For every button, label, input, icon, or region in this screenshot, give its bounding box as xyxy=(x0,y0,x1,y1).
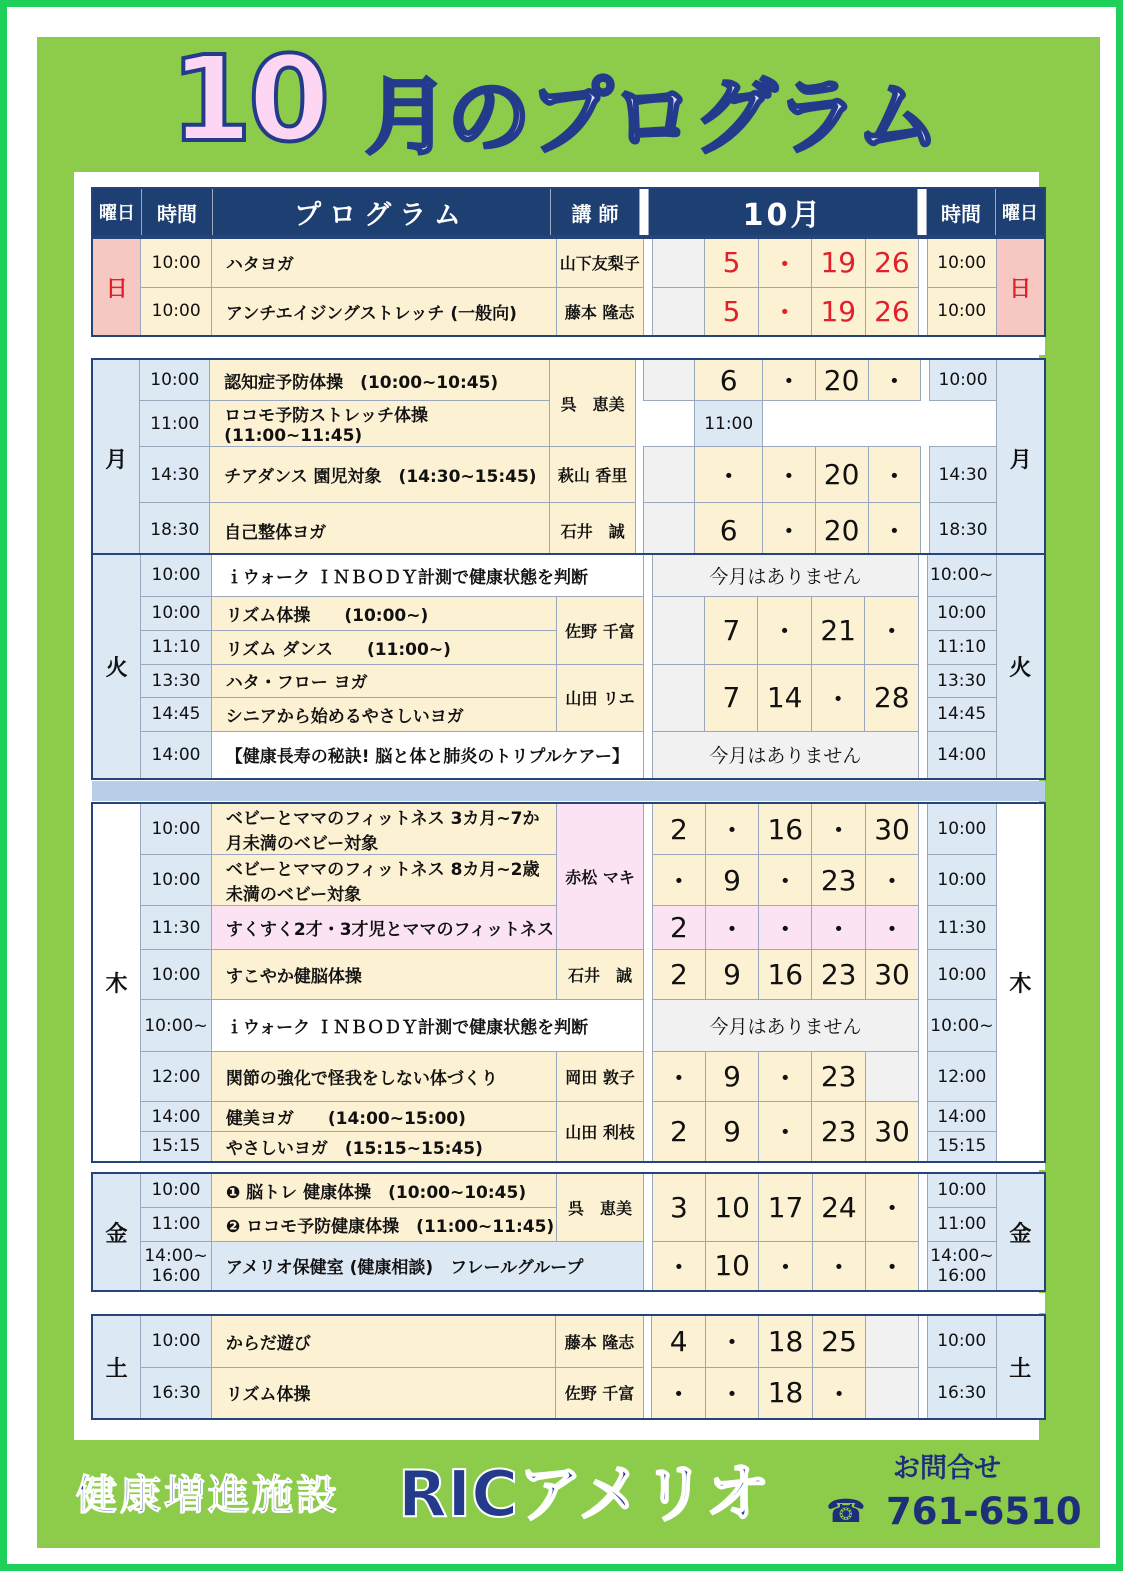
schedule-row xyxy=(92,731,1045,779)
column-gap xyxy=(919,1173,928,1207)
date-cell: ・ xyxy=(759,855,812,906)
day-label-right: 火 xyxy=(996,554,1045,779)
date-cell: 19 xyxy=(812,287,866,336)
date-cell: 4 xyxy=(652,1315,705,1367)
column-gap xyxy=(919,287,928,336)
column-gap xyxy=(919,1367,928,1419)
date-cell: ・ xyxy=(865,906,918,950)
column-gap xyxy=(918,664,927,697)
time-cell-right: 14:00 xyxy=(927,731,996,779)
date-cell xyxy=(652,664,705,731)
date-cell: 14 xyxy=(758,664,812,731)
column-gap xyxy=(643,664,652,697)
program-name: ハタ・フロー ヨガ xyxy=(211,664,556,697)
day-group-sat xyxy=(91,1314,1046,1420)
date-cell: ・ xyxy=(866,1241,919,1291)
column-gap xyxy=(919,803,928,855)
program-name: ロコモ予防ストレッチ体操 (11:00~11:45) xyxy=(210,401,550,447)
time-cell-right: 14:45 xyxy=(927,697,996,731)
program-name: ❷ ロコモ予防健康体操 (11:00~11:45) xyxy=(211,1207,556,1241)
day-group-mon xyxy=(91,358,1046,560)
teacher-name: 佐野 千富 xyxy=(556,1367,643,1419)
column-gap xyxy=(643,630,652,664)
time-cell: 14:00~ 16:00 xyxy=(141,1241,212,1291)
teacher-name: 藤本 隆志 xyxy=(556,287,643,336)
date-cell: ・ xyxy=(868,447,921,503)
time-cell: 10:00 xyxy=(141,1315,212,1367)
program-name: アンチエイジングストレッチ (一般向) xyxy=(211,287,556,336)
program-name: アメリオ保健室 (健康相談) フレールグループ xyxy=(211,1241,643,1291)
teacher-name: 藤本 隆志 xyxy=(556,1315,643,1367)
column-gap xyxy=(643,287,652,336)
date-cell: ・ xyxy=(652,855,705,906)
day-group-fri xyxy=(91,1172,1046,1292)
date-cell: ・ xyxy=(705,1315,758,1367)
column-gap xyxy=(921,359,930,401)
schedule-row xyxy=(92,950,1045,1000)
schedule-row xyxy=(92,359,1045,401)
teacher-name: 呉 恵美 xyxy=(550,359,636,447)
program-name: ｉウォーク ＩＮＢＯＤＹ計測で健康状態を判断 xyxy=(211,554,643,596)
program-name: シニアから始めるやさしいヨガ xyxy=(211,697,556,731)
date-cell: 19 xyxy=(812,238,866,287)
column-gap xyxy=(919,1052,928,1102)
date-cell: 18 xyxy=(759,1367,813,1419)
date-cell: ・ xyxy=(866,1173,919,1241)
date-cell: 5 xyxy=(705,238,758,287)
time-cell: 14:00 xyxy=(141,1102,212,1132)
date-cell: 23 xyxy=(812,1102,865,1162)
date-cell: 9 xyxy=(705,950,758,1000)
schedule-row xyxy=(92,287,1045,336)
date-cell: 9 xyxy=(705,1052,758,1102)
day-label: 日 xyxy=(92,238,141,336)
column-gap xyxy=(635,401,644,447)
date-cell: 30 xyxy=(865,1102,918,1162)
time-cell: 10:00~ xyxy=(141,1000,212,1052)
teacher-name: 山田 リエ xyxy=(556,664,643,731)
date-cell: ・ xyxy=(759,1241,812,1291)
section-divider xyxy=(92,781,1045,801)
date-cell: ・ xyxy=(759,1102,812,1162)
date-cell: 2 xyxy=(652,906,705,950)
column-gap xyxy=(919,1132,928,1162)
time-cell: 11:10 xyxy=(141,630,211,664)
time-cell: 10:00 xyxy=(141,596,211,630)
time-cell: 14:00 xyxy=(141,731,211,779)
date-cell: 18 xyxy=(759,1315,813,1367)
program-name: 認知症予防体操 (10:00~10:45) xyxy=(210,359,550,401)
header-gap xyxy=(918,188,927,236)
date-cell: 26 xyxy=(865,238,919,287)
date-cell xyxy=(644,359,695,401)
schedule-row xyxy=(92,1052,1045,1102)
phone-icon: ☎ xyxy=(826,1492,866,1530)
date-cell: ・ xyxy=(758,287,811,336)
time-cell-right: 10:00 xyxy=(927,803,996,855)
date-cell: 7 xyxy=(705,664,758,731)
column-gap xyxy=(644,1132,653,1162)
teacher-name: 石井 誠 xyxy=(557,950,644,1000)
column-gap xyxy=(644,1102,653,1132)
column-gap xyxy=(643,554,652,596)
title-number: 10 xyxy=(170,30,327,168)
day-label: 土 xyxy=(92,1315,141,1419)
program-name: 自己整体ヨガ xyxy=(210,503,550,559)
schedule-row xyxy=(92,1102,1045,1132)
date-cell xyxy=(866,1315,919,1367)
date-cell: ・ xyxy=(865,855,918,906)
date-cell xyxy=(866,1367,919,1419)
time-cell-right: 11:10 xyxy=(927,630,996,664)
column-gap xyxy=(918,630,927,664)
time-cell: 10:00 xyxy=(141,554,211,596)
schedule-row xyxy=(92,1315,1045,1367)
title-text: 月のプログラム xyxy=(365,68,939,166)
schedule-row xyxy=(92,803,1045,855)
time-cell-right: 10:00 xyxy=(929,359,997,401)
schedule-row xyxy=(92,447,1045,503)
date-cell: ・ xyxy=(652,1367,705,1419)
not-scheduled-note: 今月はありません xyxy=(652,731,918,779)
date-cell: 30 xyxy=(865,803,918,855)
program-name: 健美ヨガ (14:00~15:00) xyxy=(211,1102,556,1132)
time-cell: 13:30 xyxy=(141,664,211,697)
column-gap xyxy=(644,855,653,906)
time-cell: 14:30 xyxy=(140,447,210,503)
header-gap xyxy=(640,188,649,236)
time-cell-right: 15:15 xyxy=(927,1132,996,1162)
page-title xyxy=(160,30,970,173)
column-gap xyxy=(919,1102,928,1132)
program-name: チアダンス 園児対象 (14:30~15:45) xyxy=(210,447,550,503)
date-cell: 10 xyxy=(705,1241,758,1291)
not-scheduled-note: 今月はありません xyxy=(652,1000,918,1052)
date-cell: ・ xyxy=(812,906,865,950)
day-label-right: 金 xyxy=(996,1173,1045,1291)
time-cell-right: 10:00 xyxy=(927,855,996,906)
day-group-sun xyxy=(91,237,1046,337)
schedule-row xyxy=(92,1241,1045,1291)
schedule-row xyxy=(92,1000,1045,1052)
program-name: リズム ダンス (11:00~) xyxy=(211,630,556,664)
teacher-name: 萩山 香里 xyxy=(550,447,636,503)
column-gap xyxy=(635,359,644,401)
column-gap xyxy=(919,950,928,1000)
date-cell xyxy=(644,503,695,559)
day-label-right: 日 xyxy=(996,238,1045,336)
date-cell: ・ xyxy=(865,596,919,664)
date-cell: 23 xyxy=(812,950,865,1000)
date-cell: ・ xyxy=(763,359,816,401)
teacher-name: 赤松 マキ xyxy=(557,803,644,950)
time-cell-right: 11:30 xyxy=(927,906,996,950)
date-cell: ・ xyxy=(759,906,812,950)
program-name: 関節の強化で怪我をしない体づくり xyxy=(211,1052,556,1102)
header-time-right: 時間 xyxy=(927,188,996,236)
day-label: 月 xyxy=(92,359,140,559)
column-gap xyxy=(644,950,653,1000)
date-cell xyxy=(652,238,705,287)
section-divider xyxy=(92,335,1045,355)
column-gap xyxy=(921,503,930,559)
column-gap xyxy=(635,503,644,559)
day-label: 金 xyxy=(92,1173,141,1291)
time-cell: 16:30 xyxy=(141,1367,212,1419)
date-cell: 16 xyxy=(759,803,812,855)
date-cell xyxy=(652,287,705,336)
time-cell: 14:45 xyxy=(141,697,211,731)
day-label: 木 xyxy=(92,803,141,1162)
time-cell: 18:30 xyxy=(140,503,210,559)
date-cell: 10 xyxy=(705,1173,758,1241)
time-cell: 12:00 xyxy=(141,1052,212,1102)
time-cell: 11:00 xyxy=(141,1207,212,1241)
day-group-thu xyxy=(91,802,1046,1163)
program-name: リズム体操 xyxy=(211,1367,555,1419)
date-cell: 5 xyxy=(705,287,758,336)
date-cell: ・ xyxy=(868,359,921,401)
time-cell-right: 10:00~ xyxy=(927,554,996,596)
header-time: 時間 xyxy=(142,188,213,236)
header-day-right: 曜日 xyxy=(996,188,1046,236)
teacher-name: 山下友梨子 xyxy=(556,238,643,287)
time-cell: 10:00 xyxy=(140,359,210,401)
date-cell: ・ xyxy=(705,803,758,855)
date-cell: 7 xyxy=(705,596,758,664)
schedule-row xyxy=(92,238,1045,287)
time-cell: 11:00 xyxy=(140,401,210,447)
program-name: やさしいヨガ (15:15~15:45) xyxy=(211,1132,556,1162)
facility-label: 健康増進施設 xyxy=(76,1471,340,1519)
column-gap xyxy=(644,1241,653,1291)
brand-name: RICアメリオ xyxy=(398,1458,770,1532)
date-cell: 28 xyxy=(865,664,919,731)
date-cell: 26 xyxy=(865,287,919,336)
column-gap xyxy=(644,1207,653,1241)
program-name: からだ遊び xyxy=(211,1315,555,1367)
date-cell: ・ xyxy=(652,1241,705,1291)
date-cell: 3 xyxy=(652,1173,705,1241)
time-cell: 10:00 xyxy=(141,287,212,336)
schedule-row xyxy=(92,596,1045,630)
date-cell: ・ xyxy=(868,503,921,559)
time-cell-right: 10:00 xyxy=(927,238,996,287)
time-cell-right: 16:30 xyxy=(927,1367,996,1419)
date-cell: 20 xyxy=(815,503,868,559)
date-cell: 6 xyxy=(695,359,763,401)
date-cell: 20 xyxy=(815,447,868,503)
column-gap xyxy=(919,1241,928,1291)
column-gap xyxy=(643,238,652,287)
teacher-name: 山田 利枝 xyxy=(557,1102,644,1162)
date-cell: ・ xyxy=(705,906,758,950)
date-cell: ・ xyxy=(812,1241,865,1291)
time-cell-right: 10:00 xyxy=(927,1173,996,1207)
schedule-header xyxy=(91,187,1046,237)
day-label-right: 月 xyxy=(997,359,1045,559)
header-program: プログラム xyxy=(213,188,551,236)
column-gap xyxy=(918,596,927,630)
date-cell: 16 xyxy=(759,950,812,1000)
date-cell: ・ xyxy=(652,1052,705,1102)
column-gap xyxy=(918,731,927,779)
column-gap xyxy=(635,447,644,503)
column-gap xyxy=(644,1173,653,1207)
teacher-name: 佐野 千富 xyxy=(556,596,643,664)
column-gap xyxy=(919,1207,928,1241)
column-gap xyxy=(919,1315,928,1367)
time-cell-right: 11:00 xyxy=(695,401,763,447)
date-cell: 2 xyxy=(652,950,705,1000)
column-gap xyxy=(918,554,927,596)
date-cell: 2 xyxy=(652,1102,705,1162)
time-cell-right: 12:00 xyxy=(927,1052,996,1102)
time-cell: 10:00 xyxy=(141,803,212,855)
not-scheduled-note: 今月はありません xyxy=(652,554,918,596)
column-gap xyxy=(644,1052,653,1102)
column-gap xyxy=(918,697,927,731)
section-divider xyxy=(92,1293,1045,1313)
column-gap xyxy=(643,596,652,630)
program-name: 【健康長寿の秘訣! 脳と体と肺炎のトリプルケアー】 xyxy=(211,731,643,779)
teacher-name: 岡田 敦子 xyxy=(557,1052,644,1102)
time-cell-right: 10:00 xyxy=(927,950,996,1000)
header-month: 10月 xyxy=(649,188,918,236)
program-name: ベビーとママのフィットネス 3カ月~7か月未満のベビー対象 xyxy=(211,803,556,855)
day-label: 火 xyxy=(92,554,141,779)
column-gap xyxy=(644,906,653,950)
column-gap xyxy=(643,1367,652,1419)
date-cell: 30 xyxy=(865,950,918,1000)
date-cell: ・ xyxy=(811,664,865,731)
column-gap xyxy=(919,1000,928,1052)
contact-label: お問合せ xyxy=(893,1453,1001,1484)
date-cell: ・ xyxy=(759,1052,812,1102)
time-cell-right: 18:30 xyxy=(929,503,997,559)
time-cell: 10:00 xyxy=(141,950,212,1000)
date-cell xyxy=(644,447,695,503)
date-cell: 17 xyxy=(759,1173,812,1241)
time-cell-right: 14:30 xyxy=(929,447,997,503)
date-cell: 23 xyxy=(812,1052,865,1102)
day-label-right: 土 xyxy=(996,1315,1045,1419)
program-name: ハタヨガ xyxy=(211,238,556,287)
column-gap xyxy=(644,803,653,855)
time-cell-right: 10:00~ xyxy=(927,1000,996,1052)
schedule-row xyxy=(92,503,1045,559)
date-cell: 20 xyxy=(815,359,868,401)
phone-number: 761-6510 xyxy=(886,1490,1082,1533)
time-cell: 11:30 xyxy=(141,906,212,950)
day-label-right: 木 xyxy=(996,803,1045,1162)
column-gap xyxy=(643,1315,652,1367)
program-name: ｉウォーク ＩＮＢＯＤＹ計測で健康状態を判断 xyxy=(211,1000,643,1052)
time-cell-right: 11:00 xyxy=(927,1207,996,1241)
date-cell: 24 xyxy=(812,1173,865,1241)
date-cell: ・ xyxy=(758,238,811,287)
date-cell: ・ xyxy=(763,447,816,503)
day-group-tue xyxy=(91,553,1046,780)
time-cell-right: 10:00 xyxy=(927,1315,996,1367)
time-cell-right: 10:00 xyxy=(927,287,996,336)
schedule-row xyxy=(92,1173,1045,1207)
column-gap xyxy=(919,906,928,950)
date-cell: 6 xyxy=(695,503,763,559)
column-gap xyxy=(921,447,930,503)
date-cell: 9 xyxy=(705,855,758,906)
teacher-name: 呉 恵美 xyxy=(557,1173,644,1241)
column-gap xyxy=(643,731,652,779)
schedule-row xyxy=(92,1367,1045,1419)
time-cell: 10:00 xyxy=(141,855,212,906)
time-cell: 15:15 xyxy=(141,1132,212,1162)
header-teacher: 講 師 xyxy=(551,188,640,236)
date-cell: ・ xyxy=(758,596,812,664)
date-cell xyxy=(865,1052,918,1102)
header-day: 曜日 xyxy=(92,188,142,236)
date-cell: ・ xyxy=(705,1367,758,1419)
date-cell: 23 xyxy=(812,855,865,906)
time-cell: 10:00 xyxy=(141,1173,212,1207)
schedule-row xyxy=(92,554,1045,596)
column-gap xyxy=(643,697,652,731)
date-cell: ・ xyxy=(812,803,865,855)
column-gap xyxy=(644,1000,653,1052)
time-cell: 10:00 xyxy=(141,238,212,287)
time-cell-right: 14:00~ 16:00 xyxy=(927,1241,996,1291)
program-name: すこやか健脳体操 xyxy=(211,950,556,1000)
time-cell-right: 13:30 xyxy=(927,664,996,697)
date-cell: 9 xyxy=(705,1102,758,1162)
date-cell xyxy=(652,596,705,664)
date-cell: 21 xyxy=(811,596,865,664)
column-gap xyxy=(644,401,695,447)
date-cell: ・ xyxy=(695,447,763,503)
date-cell: 2 xyxy=(652,803,705,855)
date-cell: ・ xyxy=(812,1367,866,1419)
column-gap xyxy=(919,238,928,287)
time-cell-right: 14:00 xyxy=(927,1102,996,1132)
date-cell: 25 xyxy=(812,1315,866,1367)
date-cell: ・ xyxy=(763,503,816,559)
schedule-row xyxy=(92,664,1045,697)
program-name: ❶ 脳トレ 健康体操 (10:00~10:45) xyxy=(211,1173,556,1207)
time-cell-right: 10:00 xyxy=(927,596,996,630)
column-gap xyxy=(919,855,928,906)
teacher-name: 石井 誠 xyxy=(550,503,636,559)
program-name: ベビーとママのフィットネス 8カ月~2歳未満のベビー対象 xyxy=(211,855,556,906)
program-name: リズム体操 (10:00~) xyxy=(211,596,556,630)
program-name: すくすく2才・3才児とママのフィットネス xyxy=(211,906,556,950)
